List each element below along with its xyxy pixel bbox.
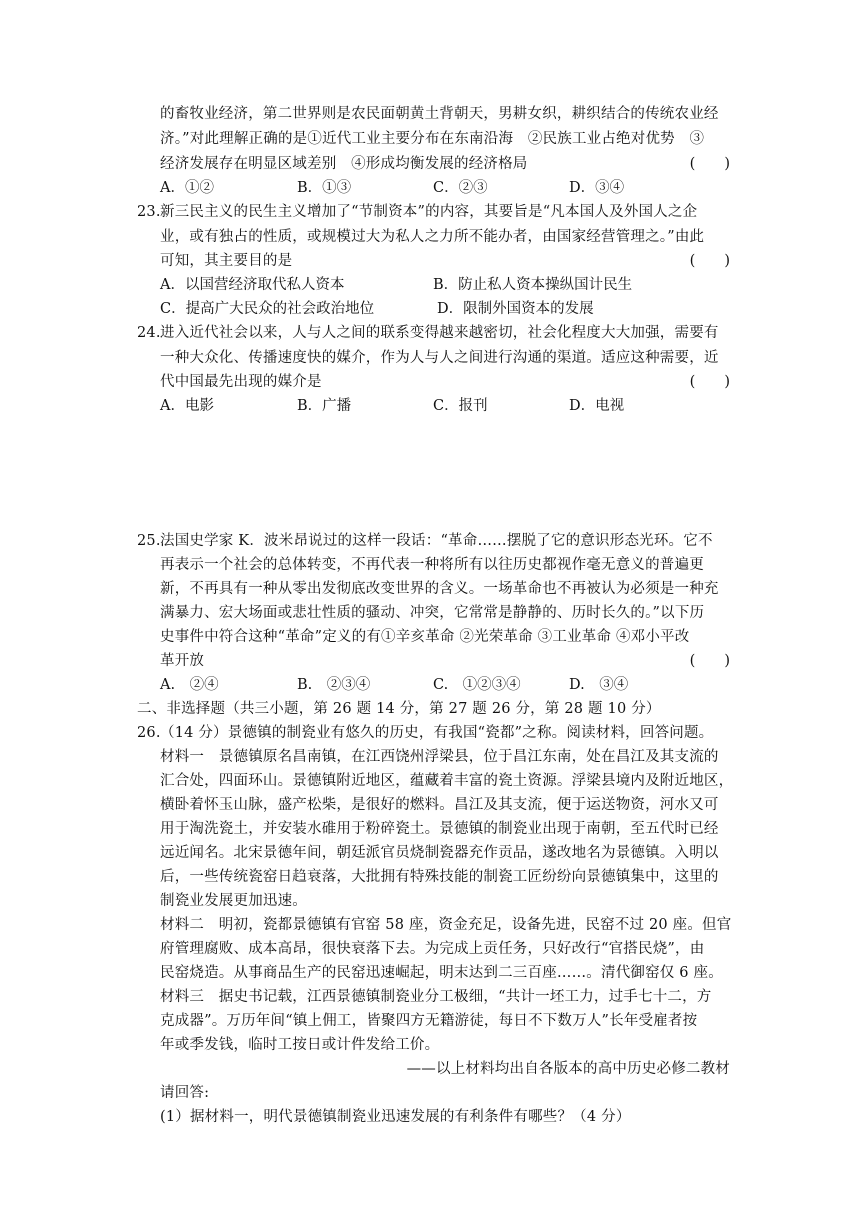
q22-answer-paren: ( ) xyxy=(689,156,730,172)
q26-ask: 请回答: xyxy=(160,1085,210,1101)
q23-line-3: 可知，其主要目的是 xyxy=(160,253,293,269)
q25-line-4: 满暴力、宏大场面或悲壮性质的骚动、冲突，它常常是静静的、历时长久的。”以下历 xyxy=(160,605,705,621)
q24-answer-paren: ( ) xyxy=(689,374,730,390)
q24-option-c: C．报刊 xyxy=(433,398,488,414)
q25-line-2: 再表示一个社会的总体转变，不再代表一种将所有以往历史都视作毫无意义的普遍更 xyxy=(160,557,704,573)
q25-line-6: 革开放 xyxy=(160,653,205,669)
q24-option-d: D．电视 xyxy=(569,398,625,414)
q26-material-1-line-5: 远近闻名。北宋景德年间，朝廷派官员烧制瓷器充作贡品，遂改地名为景德镇。入明以 xyxy=(160,845,719,861)
q23-option-c: C．提高广大民众的社会政治地位 xyxy=(160,301,375,317)
q24-option-b: B．广播 xyxy=(297,398,352,414)
q26-material-1-line-7: 制瓷业发展更加迅速。 xyxy=(160,893,307,909)
q26-material-1-line-6: 后，一些传统瓷窑日趋衰落，大批拥有特殊技能的制瓷工匠纷纷向景德镇集中，这里的 xyxy=(160,869,719,885)
q26-material-3-line-3: 年或季发钱，临时工按日或计件发给工价。 xyxy=(160,1037,440,1053)
q22-option-d: D．③④ xyxy=(569,180,625,196)
q25-line-1: 法国史学家 K．波米昂说过的这样一段话：“革命……摆脱了它的意识形态光环。它不 xyxy=(160,533,713,549)
q26-sub-question-1: (1）据材料一，明代景德镇制瓷业迅速发展的有利条件有哪些？（4 分） xyxy=(160,1109,631,1125)
q24-line-3: 代中国最先出现的媒介是 xyxy=(160,374,322,390)
q26-source-note: ——以上材料均出自各版本的高中历史必修二教材 xyxy=(406,1061,730,1077)
q24-line-2: 一种大众化、传播速度快的媒介，作为人与人之间进行沟通的渠道。适应这种需要，近 xyxy=(160,350,719,366)
q23-line-2: 业，或有独占的性质，或规模过大为私人之力所不能办者，由国家经营管理之。”由此 xyxy=(160,229,705,245)
q25-line-5: 史事件中符合这种“革命”定义的有①辛亥革命 ②光荣革命 ③工业革命 ④邓小平改 xyxy=(160,629,690,645)
q26-material-3-line-2: 克成器”。万历年间“镇上佣工，皆聚四方无籍游徒，每日不下数万人”长年受雇者按 xyxy=(160,1013,698,1029)
q23-number: 23. xyxy=(137,204,161,220)
q22-option-a: A．①② xyxy=(160,180,214,196)
q26-material-1-line-3: 横卧着怀玉山脉，盛产松柴，是很好的燃料。昌江及其支流，便于运送物资，河水又可 xyxy=(160,797,719,813)
q26-material-1-line-4: 用于淘洗瓷土，并安装水碓用于粉碎瓷土。景德镇的制瓷业出现于南朝，至五代时已经 xyxy=(160,821,719,837)
q24-number: 24. xyxy=(137,325,161,341)
q26-number: 26. xyxy=(137,725,161,741)
q23-answer-paren: ( ) xyxy=(689,253,730,269)
q22-line-3: 经济发展存在明显区域差别 ④形成均衡发展的经济格局 xyxy=(160,156,528,172)
q25-answer-paren: ( ) xyxy=(689,653,730,669)
q25-option-a: A. ②④ xyxy=(160,677,219,693)
q26-material-1-line-1: 材料一 景德镇原名昌南镇，在江西饶州浮梁县，位于昌江东南，处在昌江及其支流的 xyxy=(160,749,719,765)
q22-option-c: C．②③ xyxy=(433,180,488,196)
q22-line-2: 济。”对此理解正确的是①近代工业主要分布在东南沿海 ②民族工业占绝对优势 ③ xyxy=(160,131,705,147)
q22-option-b: B．①③ xyxy=(297,180,352,196)
q23-option-a: A．以国营经济取代私人资本 xyxy=(160,277,345,293)
q26-material-2-line-3: 民窑烧造。从事商品生产的民窑迅速崛起，明末达到二三百座……。清代御窑仅 6 座。 xyxy=(160,965,723,981)
q24-option-a: A．电影 xyxy=(160,398,214,414)
q23-line-1: 新三民主义的民生主义增加了“节制资本”的内容，其要旨是“凡本国人及外国人之企 xyxy=(160,204,698,220)
q23-option-d: D．限制外国资本的发展 xyxy=(437,301,594,317)
q26-material-2-line-2: 府管理腐败、成本高昂，很快衰落下去。为完成上贡任务，只好改行“官搭民烧”，由 xyxy=(160,941,705,957)
q24-line-1: 进入近代社会以来，人与人之间的联系变得越来越密切，社会化程度大大加强，需要有 xyxy=(160,325,719,341)
section-2-heading: 二、非选择题（共三小题，第 26 题 14 分，第 27 题 26 分，第 28 题 10 分） xyxy=(137,701,661,717)
q26-material-3-line-1: 材料三 据史书记载，江西景德镇制瓷业分工极细，“共计一坯工力，过手七十二，方 xyxy=(160,989,712,1005)
q23-option-b: B．防止私人资本操纵国计民生 xyxy=(433,277,633,293)
q26-material-1-line-2: 汇合处，四面环山。景德镇附近地区，蕴藏着丰富的瓷土资源。浮梁县境内及附近地区， xyxy=(160,773,734,789)
q25-option-d: D. ③④ xyxy=(569,677,629,693)
q22-line-1: 的畜牧业经济，第二世界则是农民面朝黄土背朝天，男耕女织，耕织结合的传统农业经 xyxy=(160,106,719,122)
q25-line-3: 新，不再具有一种从零出发彻底改变世界的含义。一场革命也不再被认为必须是一种充 xyxy=(160,581,719,597)
q25-option-c: C. ①②③④ xyxy=(433,677,521,693)
q26-material-2-line-1: 材料二 明初，瓷都景德镇有官窑 58 座，资金充足，设备先进，民窑不过 20 座。但官 xyxy=(160,917,732,933)
q26-intro: （14 分）景德镇的制瓷业有悠久的历史，有我国“瓷都”之称。阅读材料，回答问题。 xyxy=(160,725,714,741)
q25-option-b: B. ②③④ xyxy=(297,677,371,693)
q25-number: 25. xyxy=(137,533,161,549)
